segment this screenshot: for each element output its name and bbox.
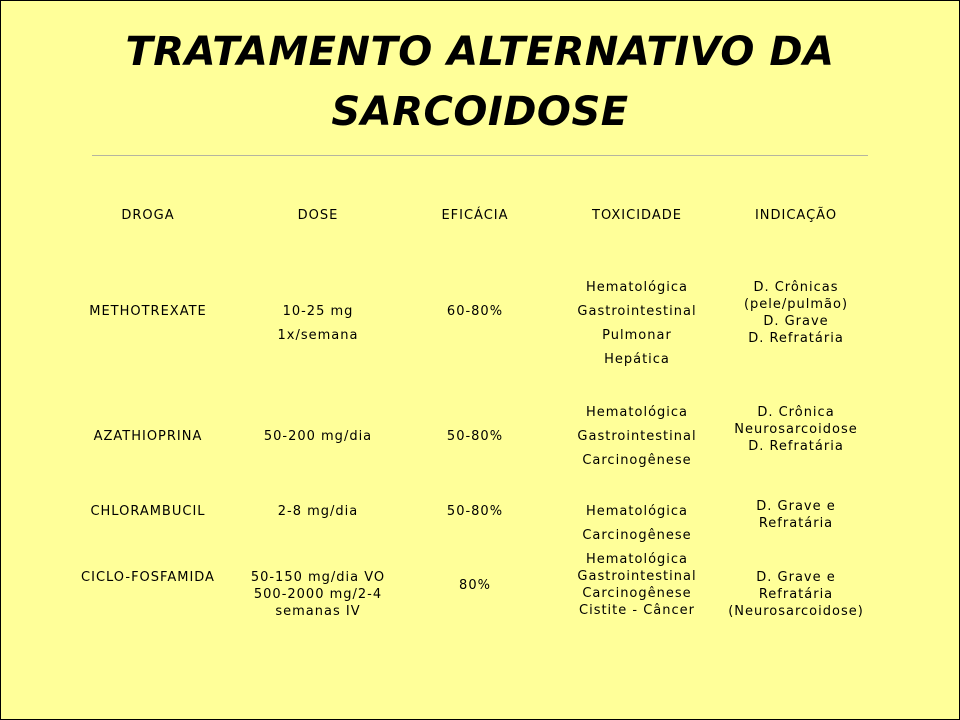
row-1-indicacao-line-2: (pele/pulmão) <box>743 297 849 312</box>
row-1-indicacao-line-1: D. Crônicas <box>753 280 839 295</box>
row-4-dose-line-1: 50-150 mg/dia VO <box>250 570 386 585</box>
row-2-droga-line-1: AZATHIOPRINA <box>93 429 203 444</box>
row-1-dose-line-2: 1x/semana <box>277 328 359 343</box>
row-2-toxicidade-line-1: Hematológica <box>586 405 688 420</box>
row-4-toxicidade-line-4: Cistite - Câncer <box>579 603 695 618</box>
row-1-toxicidade-line-2: Gastrointestinal <box>577 304 697 319</box>
header-toxicidade: TOXICIDADE <box>592 208 682 223</box>
header-dose: DOSE <box>297 208 339 223</box>
row-3-indicacao-line-2: Refratária <box>758 516 834 531</box>
row-4-eficacia-line-1: 80% <box>459 578 491 593</box>
row-1-indicacao <box>696 279 896 347</box>
row-1-toxicidade-line-3: Pulmonar <box>602 328 672 343</box>
row-3-eficacia-line-1: 50-80% <box>446 504 504 519</box>
slide-title-line-1: TRATAMENTO ALTERNATIVO DA <box>125 29 835 75</box>
row-2-dose-line-1: 50-200 mg/dia <box>263 429 373 444</box>
row-4-toxicidade-line-2: Gastrointestinal <box>577 569 697 584</box>
row-4-dose-line-2: 500-2000 mg/2-4 <box>253 587 383 602</box>
row-4-droga-line-1: CICLO-FOSFAMIDA <box>81 570 215 585</box>
row-2-eficacia-line-1: 50-80% <box>446 429 504 444</box>
row-4-indicacao-line-3: (Neurosarcoidose) <box>728 604 864 619</box>
row-4-indicacao-line-2: Refratária <box>758 587 834 602</box>
row-3-toxicidade-line-1: Hematológica <box>586 504 688 519</box>
header-indicacao: INDICAÇÃO <box>754 208 838 223</box>
header-droga: DROGA <box>121 208 175 223</box>
row-4-toxicidade-line-1: Hematológica <box>586 552 688 567</box>
row-4-indicacao <box>696 569 896 620</box>
row-1-droga-line-1: METHOTREXATE <box>89 304 207 319</box>
row-1-indicacao-line-4: D. Refratária <box>748 331 844 346</box>
row-3-droga-line-1: CHLORAMBUCIL <box>90 504 206 519</box>
row-3-toxicidade-line-2: Carcinogênese <box>582 528 692 543</box>
row-1-indicacao-line-3: D. Grave <box>763 314 829 329</box>
row-1-eficacia-line-1: 60-80% <box>446 304 504 319</box>
row-2-indicacao <box>696 404 896 455</box>
row-2-toxicidade-line-3: Carcinogênese <box>582 453 692 468</box>
row-3-dose-line-1: 2-8 mg/dia <box>277 504 359 519</box>
title-divider <box>92 155 868 156</box>
row-1-dose-line-1: 10-25 mg <box>282 304 354 319</box>
row-4-toxicidade-line-3: Carcinogênese <box>582 586 692 601</box>
row-4-indicacao-line-1: D. Grave e <box>756 570 836 585</box>
row-1-toxicidade-line-1: Hematológica <box>586 280 688 295</box>
header-eficacia: EFICÁCIA <box>441 208 509 223</box>
row-2-indicacao-line-3: D. Refratária <box>748 439 844 454</box>
row-1-toxicidade-line-4: Hepática <box>604 352 670 367</box>
row-3-indicacao <box>696 498 896 532</box>
row-2-toxicidade-line-2: Gastrointestinal <box>577 429 697 444</box>
slide-title <box>60 22 900 142</box>
row-2-indicacao-line-2: Neurosarcoidose <box>734 422 858 437</box>
slide-title-line-2: SARCOIDOSE <box>331 89 629 135</box>
row-2-indicacao-line-1: D. Crônica <box>757 405 835 420</box>
row-4-dose-line-3: semanas IV <box>275 604 361 619</box>
row-3-indicacao-line-1: D. Grave e <box>756 499 836 514</box>
